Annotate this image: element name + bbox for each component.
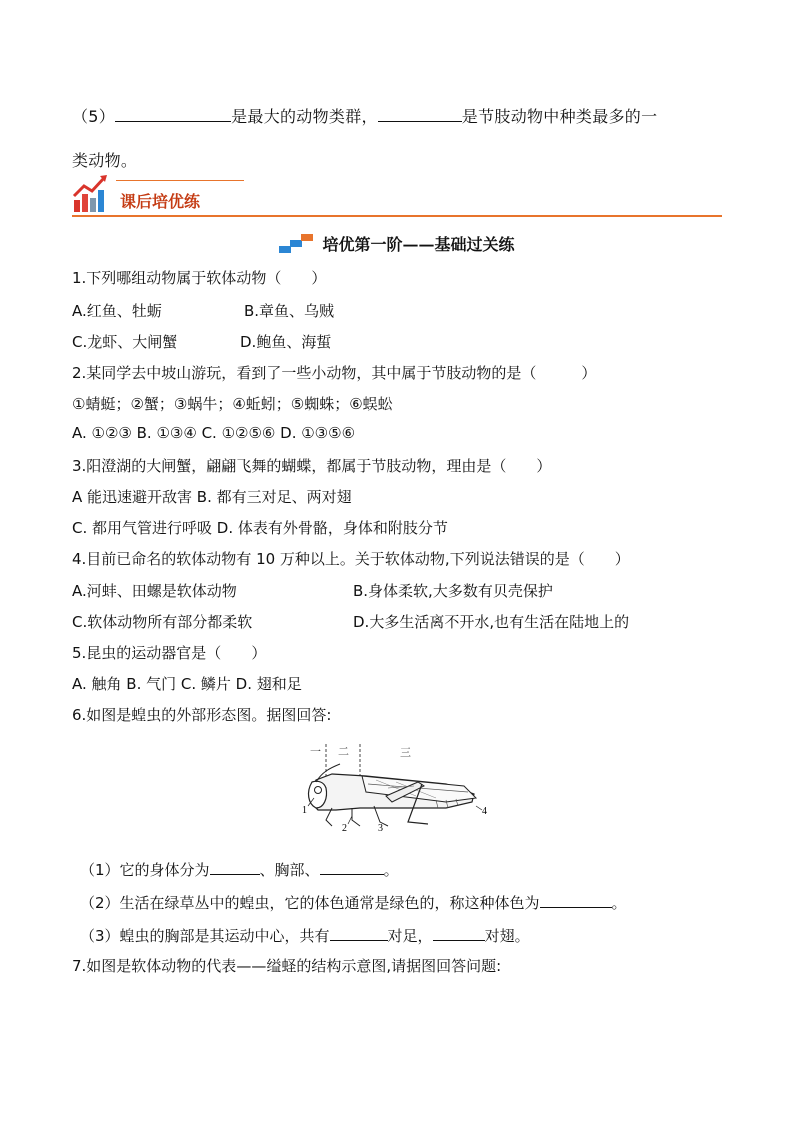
subsection-header [0,232,794,255]
q2-items: ①蜻蜓；②蟹；③蜗牛；④蚯蚓；⑤蜘蛛；⑥蜈蚣 [72,395,393,413]
q2-options[interactable]: A. ①②③ B. ①③④ C. ①②⑤⑥ D. ①③⑤⑥ [72,424,356,442]
question-4-stem: 4.目前已命名的软体动物有 10 万种以上。关于软体动物,下列说法错误的是（ ） [72,550,630,568]
grasshopper-figure [296,738,492,838]
segment-label-head: 一 [310,745,321,758]
answer-blank[interactable] [115,107,231,122]
label-2: 2 [342,823,347,834]
q1-option-d[interactable]: D.鲍鱼、海蜇 [240,333,332,351]
intro-question-5-continued: 类动物。 [72,151,138,170]
answer-blank[interactable] [330,926,388,941]
steps-icon [279,234,313,254]
answer-blank[interactable] [320,860,384,875]
intro-question-5: （5） 是最大的动物类群， 是节肢动物中种类最多的一 [72,107,658,126]
q4-option-b[interactable]: B.身体柔软,大多数有贝壳保护 [353,582,553,600]
header-accent-line [116,180,244,181]
section-divider [72,215,722,217]
q1-option-a[interactable]: A.红鱼、牡蛎 [72,302,162,320]
question-1-stem: 1.下列哪组动物属于软体动物（ ） [72,269,327,287]
section-title: 课后培优练 [120,192,201,211]
question-6-stem: 6.如图是蝗虫的外部形态图。据图回答: [72,706,332,724]
q3-options-cd[interactable]: C. 都用气管进行呼吸 D. 体表有外骨骼，身体和附肢分节 [72,519,448,537]
segment-label-abdomen: 三 [400,746,411,759]
q4-option-a[interactable]: A.河蚌、田螺是软体动物 [72,582,237,600]
question-5-stem: 5.昆虫的运动器官是（ ） [72,644,267,662]
q4-option-c[interactable]: C.软体动物所有部分都柔软 [72,613,253,631]
answer-blank[interactable] [540,893,612,908]
question-7-stem: 7.如图是软体动物的代表——缢蛏的结构示意图,请据图回答问题: [72,957,502,975]
q1-option-c[interactable]: C.龙虾、大闸蟹 [72,333,178,351]
answer-blank[interactable] [210,860,260,875]
section-header [72,172,722,217]
growth-chart-icon [72,174,108,214]
label-4: 4 [482,806,487,817]
q6-subquestion-3: （3）蝗虫的胸部是其运动中心，共有 对足， 对翅。 [80,927,530,945]
q6-subquestion-1: （1）它的身体分为 、胸部、 。 [80,861,399,879]
q4-option-d[interactable]: D.大多生活离不开水,也有生活在陆地上的 [353,613,630,631]
label-3: 3 [378,823,383,834]
question-2-stem: 2.某同学去中坡山游玩，看到了一些小动物，其中属于节肢动物的是（ ） [72,364,597,382]
subsection-title: 培优第一阶——基础过关练 [322,235,515,254]
q5-options[interactable]: A. 触角 B. 气门 C. 鳞片 D. 翅和足 [72,675,302,693]
q6-subquestion-2: （2）生活在绿草丛中的蝗虫，它的体色通常是绿色的，称这种体色为 。 [80,894,627,912]
answer-blank[interactable] [378,107,462,122]
q3-options-ab[interactable]: A 能迅速避开敌害 B. 都有三对足、两对翅 [72,488,352,506]
answer-blank[interactable] [433,926,485,941]
q1-option-b[interactable]: B.章鱼、乌贼 [244,302,335,320]
question-3-stem: 3.阳澄湖的大闸蟹，翩翩飞舞的蝴蝶，都属于节肢动物，理由是（ ） [72,457,552,475]
segment-label-thorax: 二 [338,745,349,758]
label-1: 1 [302,805,307,816]
